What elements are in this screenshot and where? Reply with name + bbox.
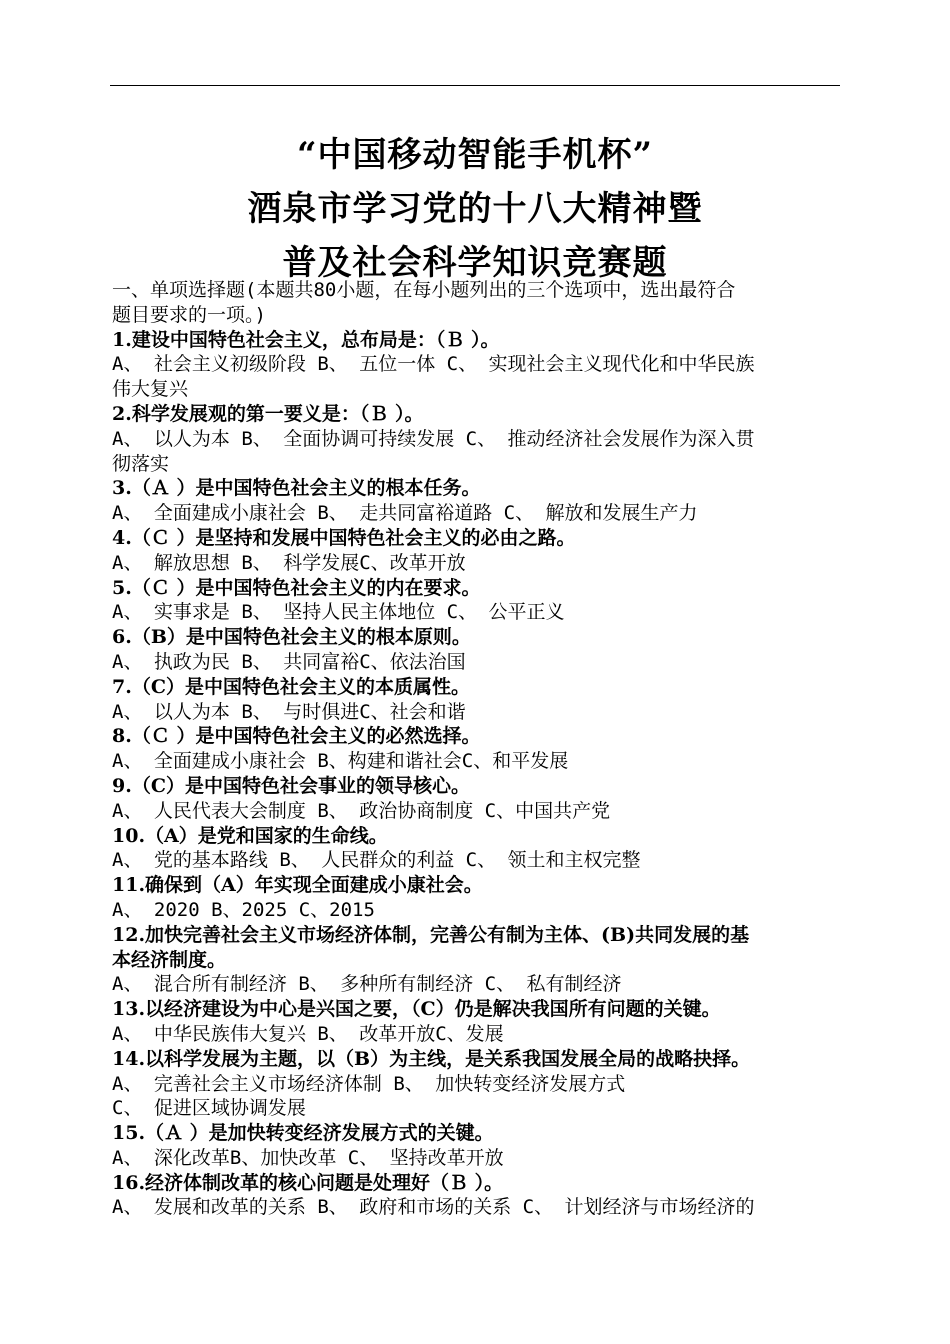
answer-options: A、 党的基本路线 B、 人民群众的利益 C、 领土和主权完整 bbox=[112, 849, 641, 872]
question-text: 16.经济体制改革的核心问题是处理好（Ｂ ）。 bbox=[112, 1171, 504, 1194]
answer-options: A、 实事求是 B、 坚持人民主体地位 C、 公平正义 bbox=[112, 601, 565, 624]
answer-options: A、 以人为本 B、 与时俱进C、社会和谐 bbox=[112, 700, 466, 723]
answer-options: A、 全面建成小康社会 B、构建和谐社会C、和平发展 bbox=[112, 750, 569, 773]
answer-options: A、 发展和改革的关系 B、 政府和市场的关系 C、 计划经济与市场经济的 bbox=[112, 1196, 755, 1219]
question-text: 7.（C）是中国特色社会主义的本质属性。 bbox=[112, 675, 470, 698]
question-text: 1.建设中国特色社会主义，总布局是：（Ｂ ）。 bbox=[112, 328, 500, 351]
answer-options: A、 完善社会主义市场经济体制 B、 加快转变经济发展方式 bbox=[112, 1072, 626, 1095]
answer-options: A、 全面建成小康社会 B、 走共同富裕道路 C、 解放和发展生产力 bbox=[112, 502, 698, 525]
question-text: 4.（Ｃ ）是坚持和发展中国特色社会主义的必由之路。 bbox=[112, 526, 576, 549]
answer-options: A、 中华民族伟大复兴 B、 改革开放C、发展 bbox=[112, 1022, 504, 1045]
question-text: 8.（Ｃ ）是中国特色社会主义的必然选择。 bbox=[112, 725, 481, 748]
answer-options: C、 促进区域协调发展 bbox=[112, 1097, 306, 1120]
answer-options: A、 深化改革B、加快改革 C、 坚持改革开放 bbox=[112, 1146, 504, 1169]
title-line-1: “中国移动智能手机杯” bbox=[296, 135, 654, 175]
answer-options: A、 混合所有制经济 B、 多种所有制经济 C、 私有制经济 bbox=[112, 973, 622, 996]
question-text: 15.（Ａ ）是加快转变经济发展方式的关键。 bbox=[112, 1122, 494, 1145]
section-intro: 题目要求的一项。) bbox=[112, 303, 266, 326]
question-text: 3.（Ａ ）是中国特色社会主义的根本任务。 bbox=[112, 477, 481, 500]
question-text: 5.（Ｃ ）是中国特色社会主义的内在要求。 bbox=[112, 576, 481, 599]
answer-options: A、 以人为本 B、 全面协调可持续发展 C、 推动经济社会发展作为深入贯 bbox=[112, 427, 755, 450]
question-text: 12.加快完善社会主义市场经济体制，完善公有制为主体、(B)共同发展的基 bbox=[112, 923, 750, 946]
document-title bbox=[0, 128, 950, 290]
question-text: 本经济制度。 bbox=[112, 948, 227, 971]
section-intro: 一、单项选择题(本题共80小题，在每小题列出的三个选项中，选出最符合 bbox=[112, 279, 736, 301]
question-text: 14.以科学发展为主题，以（B）为主线，是关系我国发展全局的战略抉择。 bbox=[112, 1047, 751, 1070]
answer-options: 彻落实 bbox=[112, 452, 170, 475]
answer-options: 伟大复兴 bbox=[112, 378, 189, 401]
answer-options: A、 解放思想 B、 科学发展C、改革开放 bbox=[112, 551, 466, 574]
title-line-3: 普及社会科学知识竞赛题 bbox=[282, 243, 668, 283]
answer-options: A、 执政为民 B、 共同富裕C、依法治国 bbox=[112, 650, 466, 673]
question-text: 10.（A）是党和国家的生命线。 bbox=[112, 824, 388, 847]
header-rule bbox=[110, 85, 840, 86]
question-text: 9.（C）是中国特色社会事业的领导核心。 bbox=[112, 774, 470, 797]
question-text: 6.（B）是中国特色社会主义的根本原则。 bbox=[112, 626, 471, 649]
question-list bbox=[112, 278, 842, 1220]
answer-options: A、 2020 B、2025 C、2015 bbox=[112, 898, 375, 921]
question-text: 2.科学发展观的第一要义是：（Ｂ ）。 bbox=[112, 402, 424, 425]
title-line-2: 酒泉市学习党的十八大精神暨 bbox=[247, 189, 703, 229]
answer-options: A、 社会主义初级阶段 B、 五位一体 C、 实现社会主义现代化和中华民族 bbox=[112, 353, 755, 376]
answer-options: A、 人民代表大会制度 B、 政治协商制度 C、中国共产党 bbox=[112, 799, 611, 822]
question-text: 11.确保到（A）年实现全面建成小康社会。 bbox=[112, 874, 483, 897]
question-text: 13.以经济建设为中心是兴国之要，（C）仍是解决我国所有问题的关键。 bbox=[112, 998, 721, 1021]
